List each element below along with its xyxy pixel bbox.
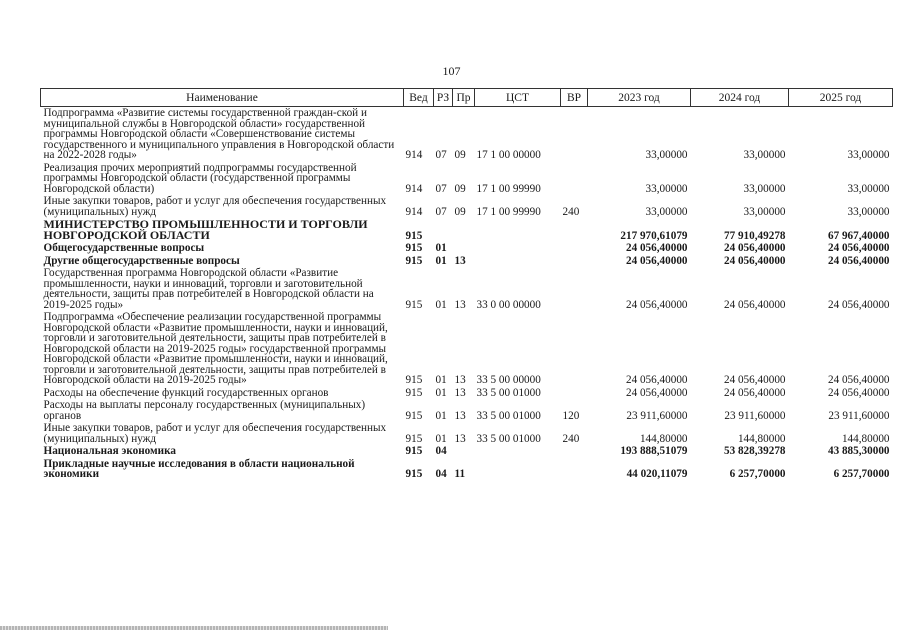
row-pr: 13 — [454, 254, 466, 267]
table-row-section — [41, 242, 893, 255]
row-cst: 33 5 00 00000 — [476, 374, 541, 386]
table-row — [41, 195, 893, 218]
row-2025: 24 056,40000 — [827, 386, 890, 399]
header-2024: 2024 год — [691, 89, 789, 107]
row-2025: 6 257,70000 — [833, 468, 890, 480]
row-name: Общегосударственные вопросы — [43, 242, 205, 254]
row-vr — [561, 387, 588, 400]
row-cst — [475, 218, 561, 242]
row-2024: 144,80000 — [737, 432, 786, 445]
page-number: 107 — [442, 64, 461, 78]
row-ved: 915 — [405, 254, 423, 267]
row-2024: 33,00000 — [743, 182, 786, 195]
row-pr: 13 — [454, 386, 466, 399]
row-pr: 13 — [454, 432, 466, 445]
row-ved: 915 — [405, 468, 423, 480]
row-2024: 33,00000 — [743, 149, 786, 161]
row-ved: 915 — [405, 386, 423, 399]
row-2025: 43 885,30000 — [827, 445, 890, 457]
row-cst: 33 5 00 01000 — [476, 409, 541, 422]
row-2025: 24 056,40000 — [827, 298, 890, 311]
row-ved: 914 — [405, 205, 423, 218]
budget-table-container — [40, 88, 892, 481]
row-vr: 240 — [562, 432, 580, 445]
row-2023: 24 056,40000 — [625, 374, 688, 386]
row-name: МИНИСТЕРСТВО ПРОМЫШЛЕННОСТИ И ТОРГОВЛИ НОВГОРОДСКОЙ ОБЛАСТИ — [43, 217, 368, 242]
row-rz: 01 — [435, 298, 447, 311]
row-2023: 24 056,40000 — [625, 242, 688, 254]
row-name: Другие общегосударственные вопросы — [43, 254, 240, 267]
row-pr: 13 — [454, 298, 466, 311]
row-cst: 33 0 00 00000 — [476, 298, 541, 311]
row-name: Национальная экономика — [43, 445, 176, 457]
header-cst: ЦСТ — [475, 89, 561, 107]
row-2024: 24 056,40000 — [723, 374, 786, 386]
row-2025: 33,00000 — [847, 205, 890, 218]
table-row — [41, 162, 893, 196]
row-vr — [561, 107, 588, 162]
row-2025: 67 967,40000 — [827, 229, 890, 242]
row-2024: 24 056,40000 — [723, 254, 786, 267]
row-2023: 24 056,40000 — [625, 254, 688, 267]
row-rz: 04 — [435, 468, 447, 480]
row-pr: 09 — [454, 182, 466, 195]
row-vr — [561, 311, 588, 387]
row-rz: 01 — [435, 242, 447, 254]
row-pr — [453, 445, 475, 458]
row-name: Подпрограмма «Обеспечение реализации государственной программы Новгородской области «Развитие промышленности, науки и инноваций, торговли и заготовительной деятельности, защиты прав потребителей в Новгородской области на 2019-2025 годы» государственной программы Новгородской области «Развитие промышленности, науки и инноваций, торговли и заготовительной деятельности, защиты прав потребителей в Новгородской области на 2019-2025 годы» — [43, 311, 388, 386]
row-rz: 07 — [435, 182, 447, 195]
row-rz: 01 — [435, 409, 447, 422]
row-cst: 17 1 00 99990 — [476, 182, 541, 195]
row-vr: 240 — [562, 205, 580, 218]
row-2024: 24 056,40000 — [723, 298, 786, 311]
row-name: Государственная программа Новгородской области «Развитие промышленности, науки и инноваций, торговли и заготовительной деятельности, защиты прав потребителей в Новгородской области на 2019-2025 годы» — [43, 267, 374, 311]
header-vr: ВР — [561, 89, 588, 107]
row-2025: 33,00000 — [847, 149, 890, 161]
row-2025: 23 911,60000 — [828, 409, 890, 422]
table-row-subsection — [41, 458, 893, 481]
row-pr: 13 — [454, 374, 466, 386]
row-name: Расходы на выплаты персоналу государственных (муниципальных) органов — [43, 399, 366, 422]
table-row-section — [41, 445, 893, 458]
table-row — [41, 399, 893, 422]
row-cst: 17 1 00 99990 — [476, 205, 541, 218]
row-2023: 33,00000 — [645, 205, 688, 218]
row-name: Подпрограмма «Развитие системы государственной граждан-ской и муниципальной службы в Новгородской области» государственной программы Новгородской области «Совершенствование системы государственного и муниципального управления в Новгородской области на 2022-2028 годы» — [43, 107, 395, 161]
row-2025: 144,80000 — [841, 432, 890, 445]
row-name: Прикладные научные исследования в области национальной экономики — [43, 457, 355, 480]
row-vr — [561, 445, 588, 458]
table-header-row — [41, 89, 893, 107]
row-vr — [561, 162, 588, 196]
row-cst: 33 5 00 01000 — [476, 432, 541, 445]
row-vr: 120 — [562, 409, 580, 422]
row-ved: 915 — [405, 432, 423, 445]
row-2024: 77 910,49278 — [723, 229, 786, 242]
table-row-subsection — [41, 255, 893, 268]
row-2023: 144,80000 — [639, 432, 688, 445]
row-rz: 01 — [435, 374, 447, 386]
row-2024: 53 828,39278 — [723, 445, 786, 457]
header-2025: 2025 год — [789, 89, 893, 107]
row-cst — [475, 255, 561, 268]
header-rz: РЗ — [434, 89, 453, 107]
row-pr: 13 — [454, 409, 466, 422]
row-pr: 09 — [454, 205, 466, 218]
row-ved: 915 — [405, 445, 423, 457]
header-pr: Пр — [453, 89, 475, 107]
row-rz: 04 — [435, 445, 447, 457]
row-rz: 01 — [435, 254, 447, 267]
row-rz — [434, 218, 453, 242]
row-ved: 915 — [405, 229, 423, 242]
row-rz: 07 — [435, 149, 447, 161]
row-cst: 17 1 00 00000 — [476, 149, 541, 161]
row-cst: 33 5 00 01000 — [476, 386, 541, 399]
row-vr — [561, 255, 588, 268]
header-name: Наименование — [41, 89, 404, 107]
row-cst — [475, 242, 561, 255]
row-2024: 24 056,40000 — [723, 242, 786, 254]
table-row-ministry — [41, 218, 893, 242]
row-rz: 07 — [435, 205, 447, 218]
row-2024: 24 056,40000 — [723, 386, 786, 399]
row-cst — [475, 458, 561, 481]
row-name: Иные закупки товаров, работ и услуг для обеспечения государственных (муниципальных) нужд — [43, 195, 387, 218]
row-vr — [561, 242, 588, 255]
row-2025: 33,00000 — [847, 182, 890, 195]
row-vr — [561, 267, 588, 311]
row-rz: 01 — [435, 386, 447, 399]
row-2025: 24 056,40000 — [827, 374, 890, 386]
row-vr — [561, 458, 588, 481]
table-row — [41, 311, 893, 387]
table-row — [41, 422, 893, 445]
table-row — [41, 387, 893, 400]
budget-table — [40, 88, 893, 481]
row-ved: 915 — [405, 298, 423, 311]
row-name: Расходы на обеспечение функций государственных органов — [43, 386, 329, 399]
row-2023: 44 020,11079 — [626, 468, 688, 480]
row-ved: 915 — [405, 409, 423, 422]
row-2023: 24 056,40000 — [625, 386, 688, 399]
row-pr — [453, 242, 475, 255]
row-pr: 11 — [454, 468, 466, 480]
row-name: Иные закупки товаров, работ и услуг для обеспечения государственных (муниципальных) нужд — [43, 422, 387, 445]
row-2025: 24 056,40000 — [827, 254, 890, 267]
row-rz: 01 — [435, 432, 447, 445]
row-ved: 914 — [405, 149, 423, 161]
row-2024: 33,00000 — [743, 205, 786, 218]
row-2024: 6 257,70000 — [729, 468, 786, 480]
header-ved: Вед — [404, 89, 434, 107]
row-ved: 915 — [405, 242, 423, 254]
row-ved: 914 — [405, 182, 423, 195]
row-2023: 33,00000 — [645, 182, 688, 195]
header-2023: 2023 год — [588, 89, 691, 107]
row-cst — [475, 445, 561, 458]
row-pr — [453, 218, 475, 242]
row-2025: 24 056,40000 — [827, 242, 890, 254]
row-2023: 23 911,60000 — [626, 409, 688, 422]
row-vr — [561, 218, 588, 242]
scan-edge-artifact — [0, 626, 388, 630]
row-2023: 33,00000 — [645, 149, 688, 161]
row-2023: 193 888,51079 — [620, 445, 688, 457]
row-name: Реализация прочих мероприятий подпрограммы государственной программы Новгородской области (государственной программы Новгородской области) — [43, 161, 357, 195]
row-2024: 23 911,60000 — [724, 409, 786, 422]
row-2023: 217 970,61079 — [620, 229, 688, 242]
row-ved: 915 — [405, 374, 423, 386]
row-pr: 09 — [454, 149, 466, 161]
row-2023: 24 056,40000 — [625, 298, 688, 311]
table-row — [41, 107, 893, 162]
table-row — [41, 267, 893, 311]
